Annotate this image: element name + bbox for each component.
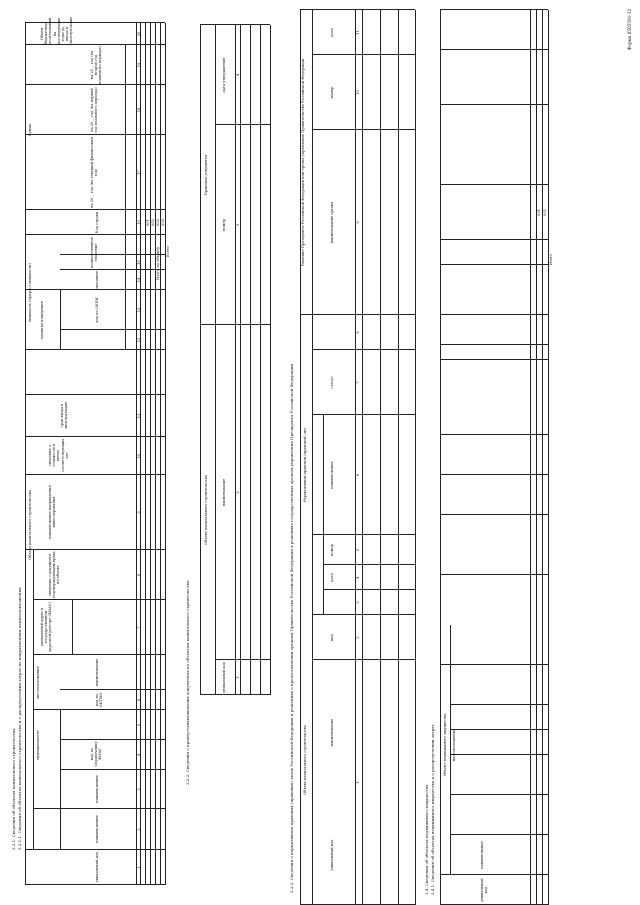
col-num: 1 [137,866,141,869]
header-fias-address: уникальный адрес в государственном адресном реестре (ФИАС) [40,602,53,652]
line-code: 002 [543,209,547,216]
col-num: 14 [137,277,141,283]
col-num: 3 [356,601,360,604]
col-num: 2 [356,636,360,639]
section-332-heading: 3.3.2. Сведения о правоустанавливающих документах по объектам капитального строительства [185,580,190,785]
header-object: Объект капитального строительства [28,490,32,560]
header-location: местоположение [36,666,40,699]
header-line-code: Код строки [95,211,99,234]
header-cost: сведения о стоимости в ценах соответствующих лет [48,438,69,473]
col-num: 1 [356,781,360,784]
col-num: 16 [137,220,141,225]
header-fias-name: наименование [95,658,99,687]
header-year-next: Объем бюджетных ассигнований на последующие годы до ввода в эксплуатацию [40,16,74,44]
table34-name: наименование [480,841,484,869]
header-start: срок ввода в эксплуатацию [60,401,69,430]
table34-object: Объект недвижимого имущества [443,713,447,777]
col-num: 12 [137,337,141,343]
table333-dec-date: дата [330,28,334,37]
col-num: 20 [137,31,141,37]
section-341-subheading: 3.4.1. Сведения об объектах недвижимого имущества и о распределении затрат [430,724,435,895]
header-year-first: на 20__ год (на первый год планового периода) [90,87,99,133]
line-code: 001 [537,209,541,216]
header-mun-name: наименование [95,775,99,803]
col-num: 1 [236,676,240,679]
line-code: 003 [156,219,160,226]
col-num: 7 [137,626,141,629]
col-num: 19 [137,62,141,68]
table333-status: статус [330,376,334,389]
section-333-heading: 3.3.3. Сведения о нормативных правовых (правовых) актах Российской Федерации и решениях о предоставлении органам Правительства Российской Федерации в решениях государственных органов управления Президента Российской Федерации [289,363,294,893]
col-num: 10 [356,90,360,95]
table333-type: вид [330,634,334,641]
col-num: 8 [137,573,141,577]
col-num: 3 [137,788,141,791]
header-name: наименование [95,815,99,843]
col-num: 6 [137,698,141,702]
col-num: 6 [356,473,360,477]
table333-dec-number: номер [330,86,334,99]
line-code: 002 [151,219,155,226]
table332-name: наименование [222,478,226,507]
col-num: 10 [137,453,141,459]
section-34-heading: 3.4. Сведения об объектах недвижимого имущества [424,784,429,895]
table333-object: Объект капитального строительства [303,725,307,795]
table333-authority: Решение Президента Российской Федерации или органа управления Правительства Российской Федерации [301,58,305,267]
header-year-current: на 20__ год (на текущий финансовый год) [90,137,99,208]
table332-docs: Правовые документы [204,154,208,196]
header-fias: код по Справочнику ФИАС [90,741,103,767]
table333-org: наименование органа [330,201,334,244]
col-num: 18 [137,107,141,113]
header-power: мощность (прирост мощности) [28,263,32,322]
col-num: 4 [356,576,360,579]
col-num: 13 [137,307,141,313]
table332-number: номер [222,219,226,231]
header-fias-code: код по ОКТМО [95,692,104,708]
total-label: Итого [549,253,553,265]
header-document: сведения о документе, подтверждающем права на объект [48,551,61,598]
col-num: 17 [137,170,141,175]
table333-unique: уникальный код [330,839,334,871]
col-num: 11 [137,413,141,419]
form-code: Форма 0505591-12 [627,8,632,50]
total-by-object-label: Итого по объекту [156,246,160,280]
col-num: 11 [356,30,360,35]
section-331-heading: 3.3.1. Сведения об объектах капитального строительства [11,728,16,850]
col-num: 9 [356,221,360,224]
table333-act: Нормативный правовой (правовой) акт [303,427,307,503]
header-power-size: количественное значение [90,237,99,268]
table333-number: номер [330,544,334,556]
header-power-value: значение [95,271,99,289]
header-direction: наименование направления инвестирования [48,485,57,539]
col-num: 5 [137,723,141,727]
table332-unique: уникальный код [222,662,226,693]
table333-title: наименование [330,461,334,489]
table332-date: дата утверждения [222,57,226,93]
col-num: 2 [137,828,141,831]
table333-name: наименование [330,718,334,747]
header-sum: Сумма [28,123,32,137]
header-power-code: код по ОКЕИ [95,297,99,323]
col-num: 3 [236,223,240,227]
table333-date: дата [330,573,334,582]
line-code: 001 [146,219,150,226]
col-num: 2 [236,491,240,494]
header-unique-code: уникальный код [95,851,99,883]
col-num: 7 [356,381,360,384]
section-3311-subheading: 3.3.1.1. Сведения об объектах капитального строительства и о распределении затрат по направлениям капиталовложения [17,587,22,850]
table34-location: местоположение [452,728,456,762]
header-power-unit: единица измерения [40,301,44,339]
header-year-second: на 20__ год (на второй год планового периода) [90,46,103,84]
col-num: 8 [356,331,360,334]
col-num: 4 [236,73,240,77]
table34-unique: уникальный код [480,878,489,902]
total-label: Всего [166,246,170,257]
col-num: 9 [137,511,141,514]
header-municipality: муниципалитет [36,730,40,760]
col-num: 15 [137,260,141,265]
line-code: 000 [161,219,165,226]
col-num: 5 [356,548,360,552]
col-num: 4 [137,753,141,757]
table332-object: Объект капитального строительства [204,475,208,545]
